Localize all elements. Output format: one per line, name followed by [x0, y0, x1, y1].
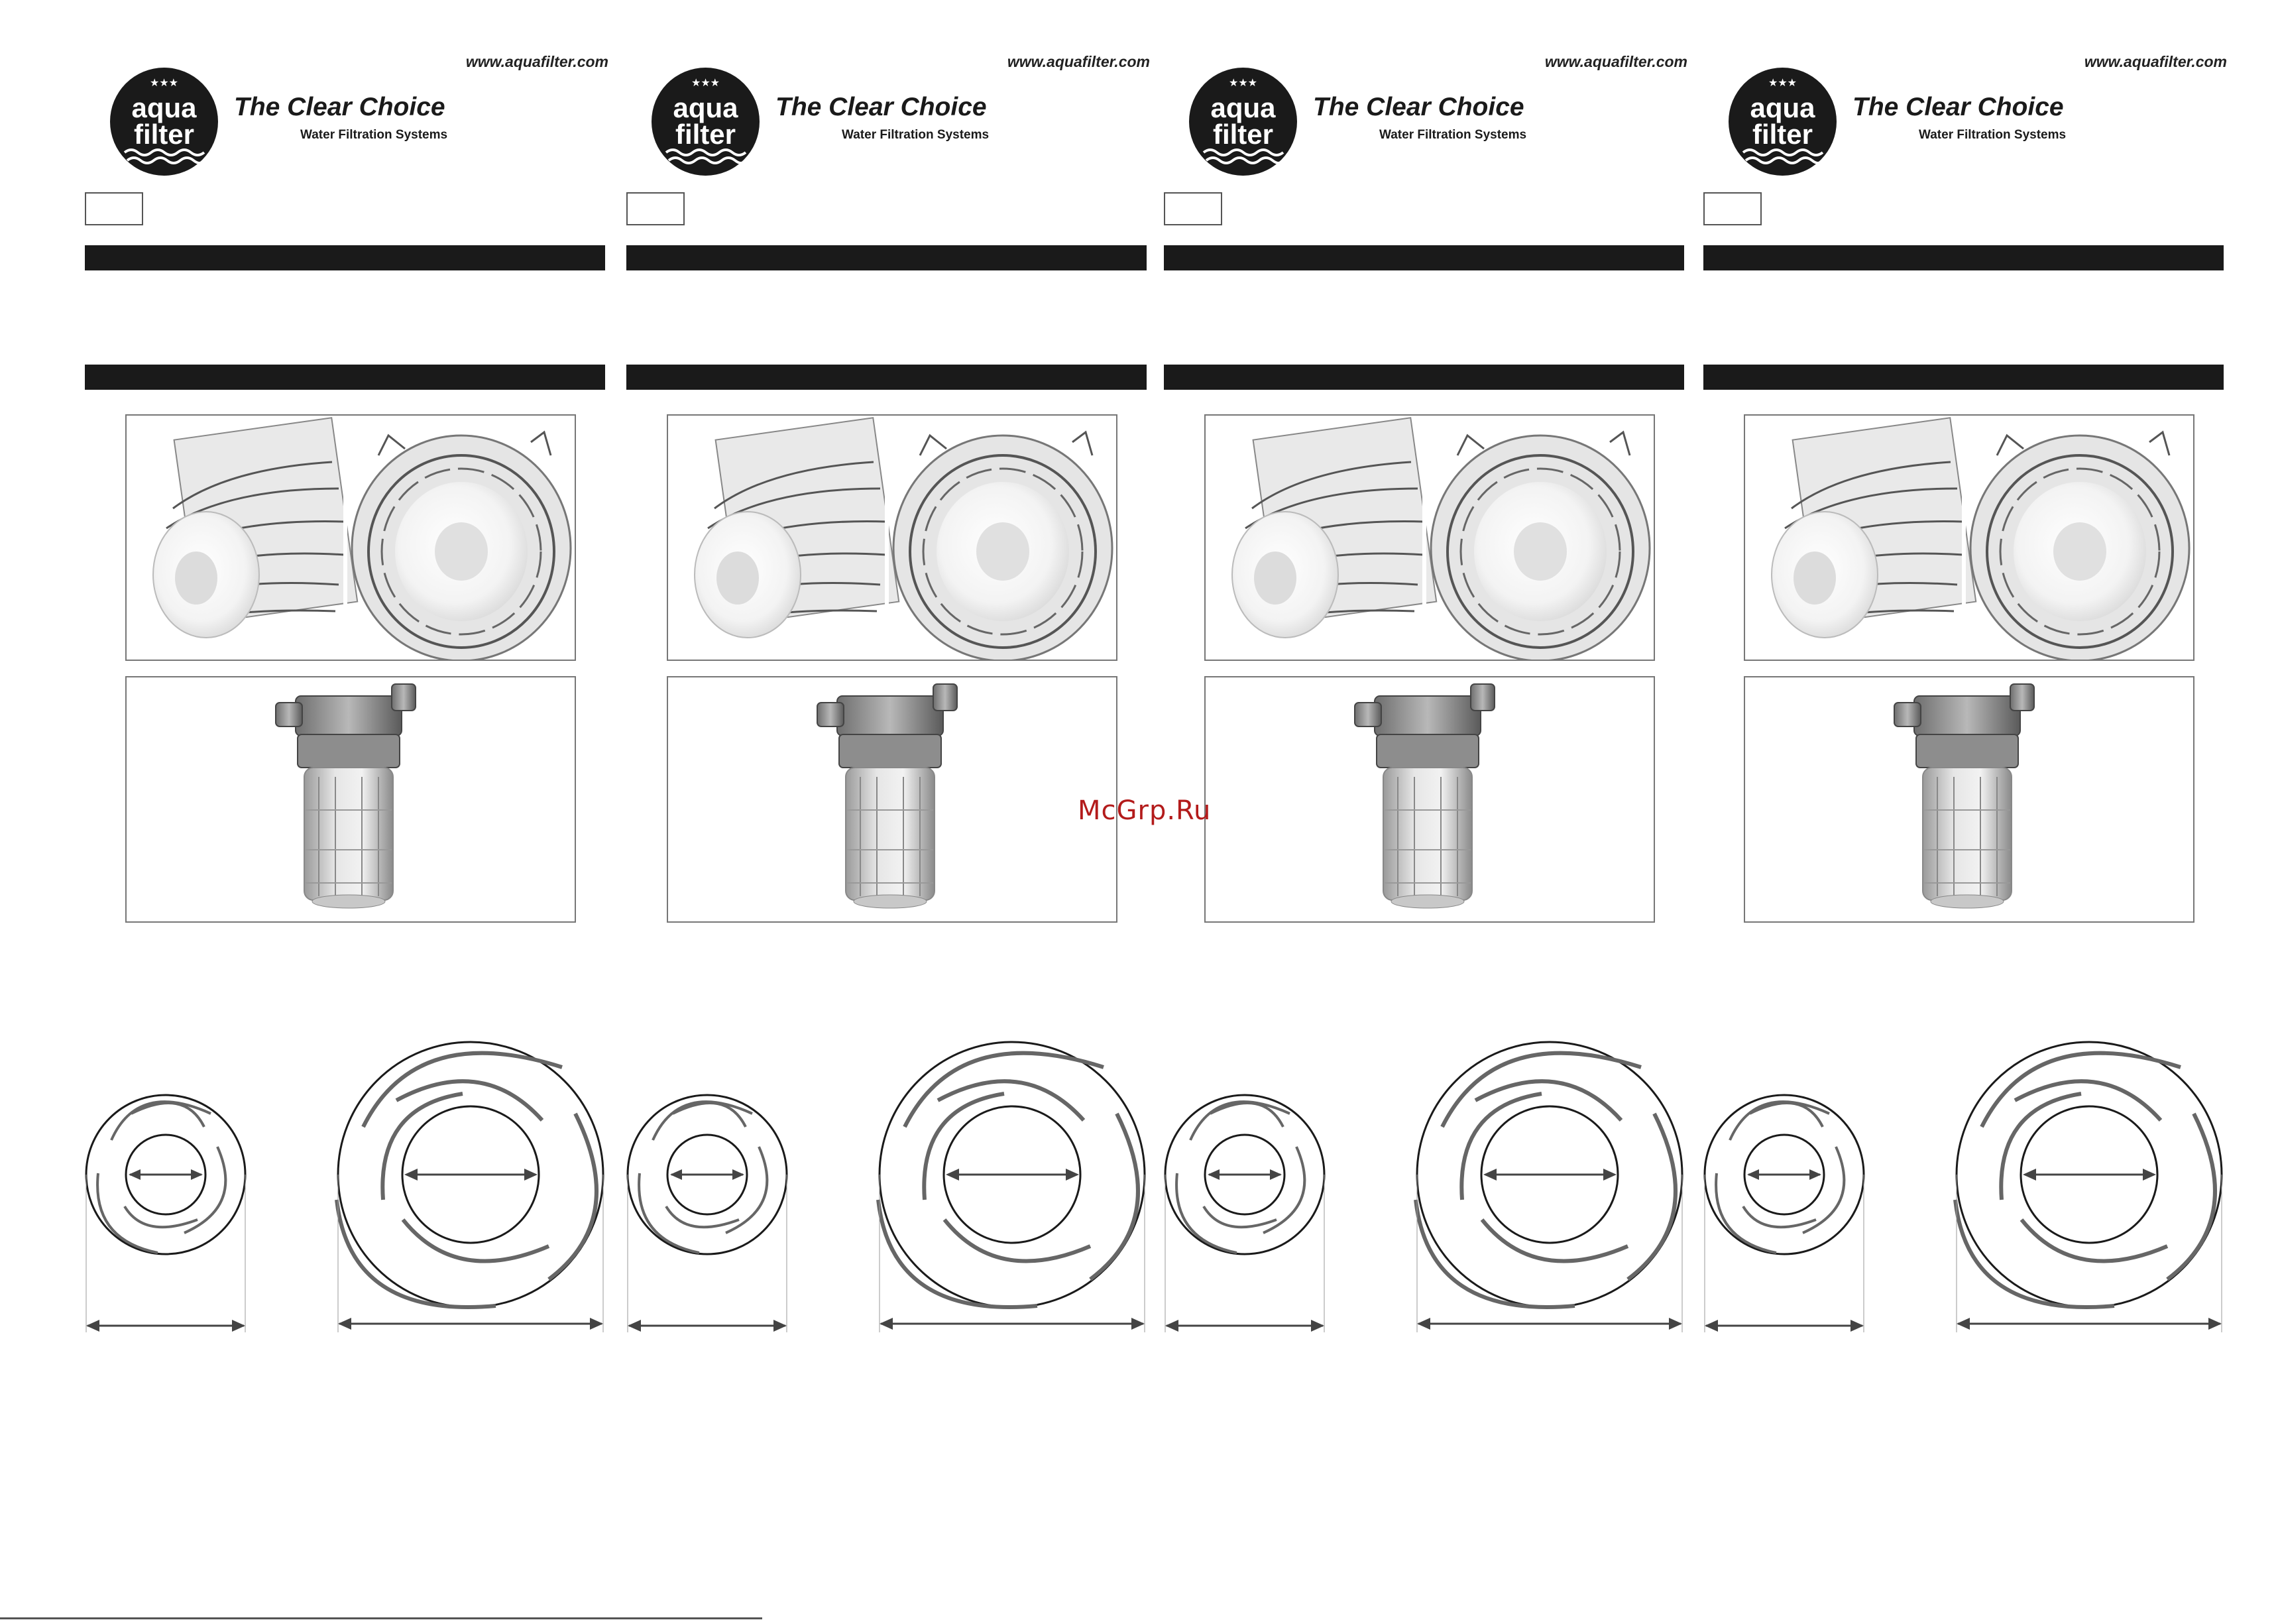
- cartridge-cross-section-diagram: [626, 1027, 1150, 1346]
- model-box: [85, 192, 143, 225]
- section-bar-top: [626, 245, 1147, 270]
- subtagline: Water Filtration Systems: [1379, 128, 1527, 142]
- filter-cartridge-photo: [125, 414, 576, 661]
- filter-housing-photo: [125, 676, 576, 923]
- subtagline: Water Filtration Systems: [842, 128, 990, 142]
- model-box: [626, 192, 685, 225]
- tagline: The Clear Choice: [775, 93, 987, 121]
- footer-rule: [0, 1617, 762, 1619]
- aquafilter-logo-icon: [1189, 68, 1297, 176]
- section-bar-top: [1703, 245, 2224, 270]
- website-url[interactable]: www.aquafilter.com: [2084, 53, 2227, 70]
- svg-text:filter: filter: [1212, 119, 1274, 150]
- tagline: The Clear Choice: [234, 93, 445, 121]
- svg-text:★★★: ★★★: [691, 76, 720, 89]
- filter-housing-photo: [667, 676, 1117, 923]
- tagline: The Clear Choice: [1852, 93, 2064, 121]
- filter-housing-photo: [1744, 676, 2194, 923]
- cartridge-cross-section-diagram: [1164, 1027, 1687, 1346]
- subtagline: Water Filtration Systems: [1919, 128, 2067, 142]
- section-bar-middle: [85, 365, 605, 390]
- logo-word-filter: filter: [133, 119, 195, 150]
- svg-text:★★★: ★★★: [1228, 76, 1258, 89]
- cartridge-end-image: [352, 432, 571, 660]
- svg-text:filter: filter: [1752, 119, 1813, 150]
- svg-text:aqua: aqua: [1210, 92, 1276, 123]
- filter-cartridge-photo: [1744, 414, 2194, 661]
- section-bar-top: [1164, 245, 1684, 270]
- svg-text:aqua: aqua: [673, 92, 738, 123]
- tagline: The Clear Choice: [1313, 93, 1524, 121]
- website-url[interactable]: www.aquafilter.com: [1544, 53, 1687, 70]
- cartridge-cross-section-diagram: [1703, 1027, 2227, 1346]
- leaflet-panel-4: [1703, 0, 2227, 1624]
- leaflet-panel-2: [626, 0, 1150, 1624]
- filter-housing-image: [276, 684, 416, 908]
- subtagline: Water Filtration Systems: [300, 128, 448, 142]
- aquafilter-logo-icon: [652, 68, 760, 176]
- leaflet-panel-3: [1164, 0, 1687, 1624]
- cartridge-angled-image: [153, 418, 357, 638]
- website-url[interactable]: www.aquafilter.com: [465, 53, 608, 70]
- small-cartridge-diagram: [86, 1095, 245, 1332]
- svg-text:filter: filter: [675, 119, 736, 150]
- logo-stars: ★★★: [149, 76, 179, 89]
- section-bar-middle: [1164, 365, 1684, 390]
- aquafilter-logo-icon: [1729, 68, 1837, 176]
- section-bar-middle: [626, 365, 1147, 390]
- filter-cartridge-photo: [667, 414, 1117, 661]
- logo-word-aqua: aqua: [131, 92, 197, 123]
- svg-text:aqua: aqua: [1750, 92, 1815, 123]
- large-cartridge-diagram: [337, 1042, 603, 1332]
- cartridge-cross-section-diagram: [85, 1027, 608, 1346]
- website-url[interactable]: www.aquafilter.com: [1007, 53, 1150, 70]
- filter-cartridge-photo: [1204, 414, 1655, 661]
- model-box: [1164, 192, 1222, 225]
- model-box: [1703, 192, 1762, 225]
- filter-housing-photo: [1204, 676, 1655, 923]
- section-bar-top: [85, 245, 605, 270]
- section-bar-middle: [1703, 365, 2224, 390]
- watermark-text: McGrp.Ru: [1078, 795, 1212, 826]
- svg-text:★★★: ★★★: [1768, 76, 1797, 89]
- leaflet-panel-1: [85, 0, 608, 1624]
- aquafilter-logo-icon: [110, 68, 218, 176]
